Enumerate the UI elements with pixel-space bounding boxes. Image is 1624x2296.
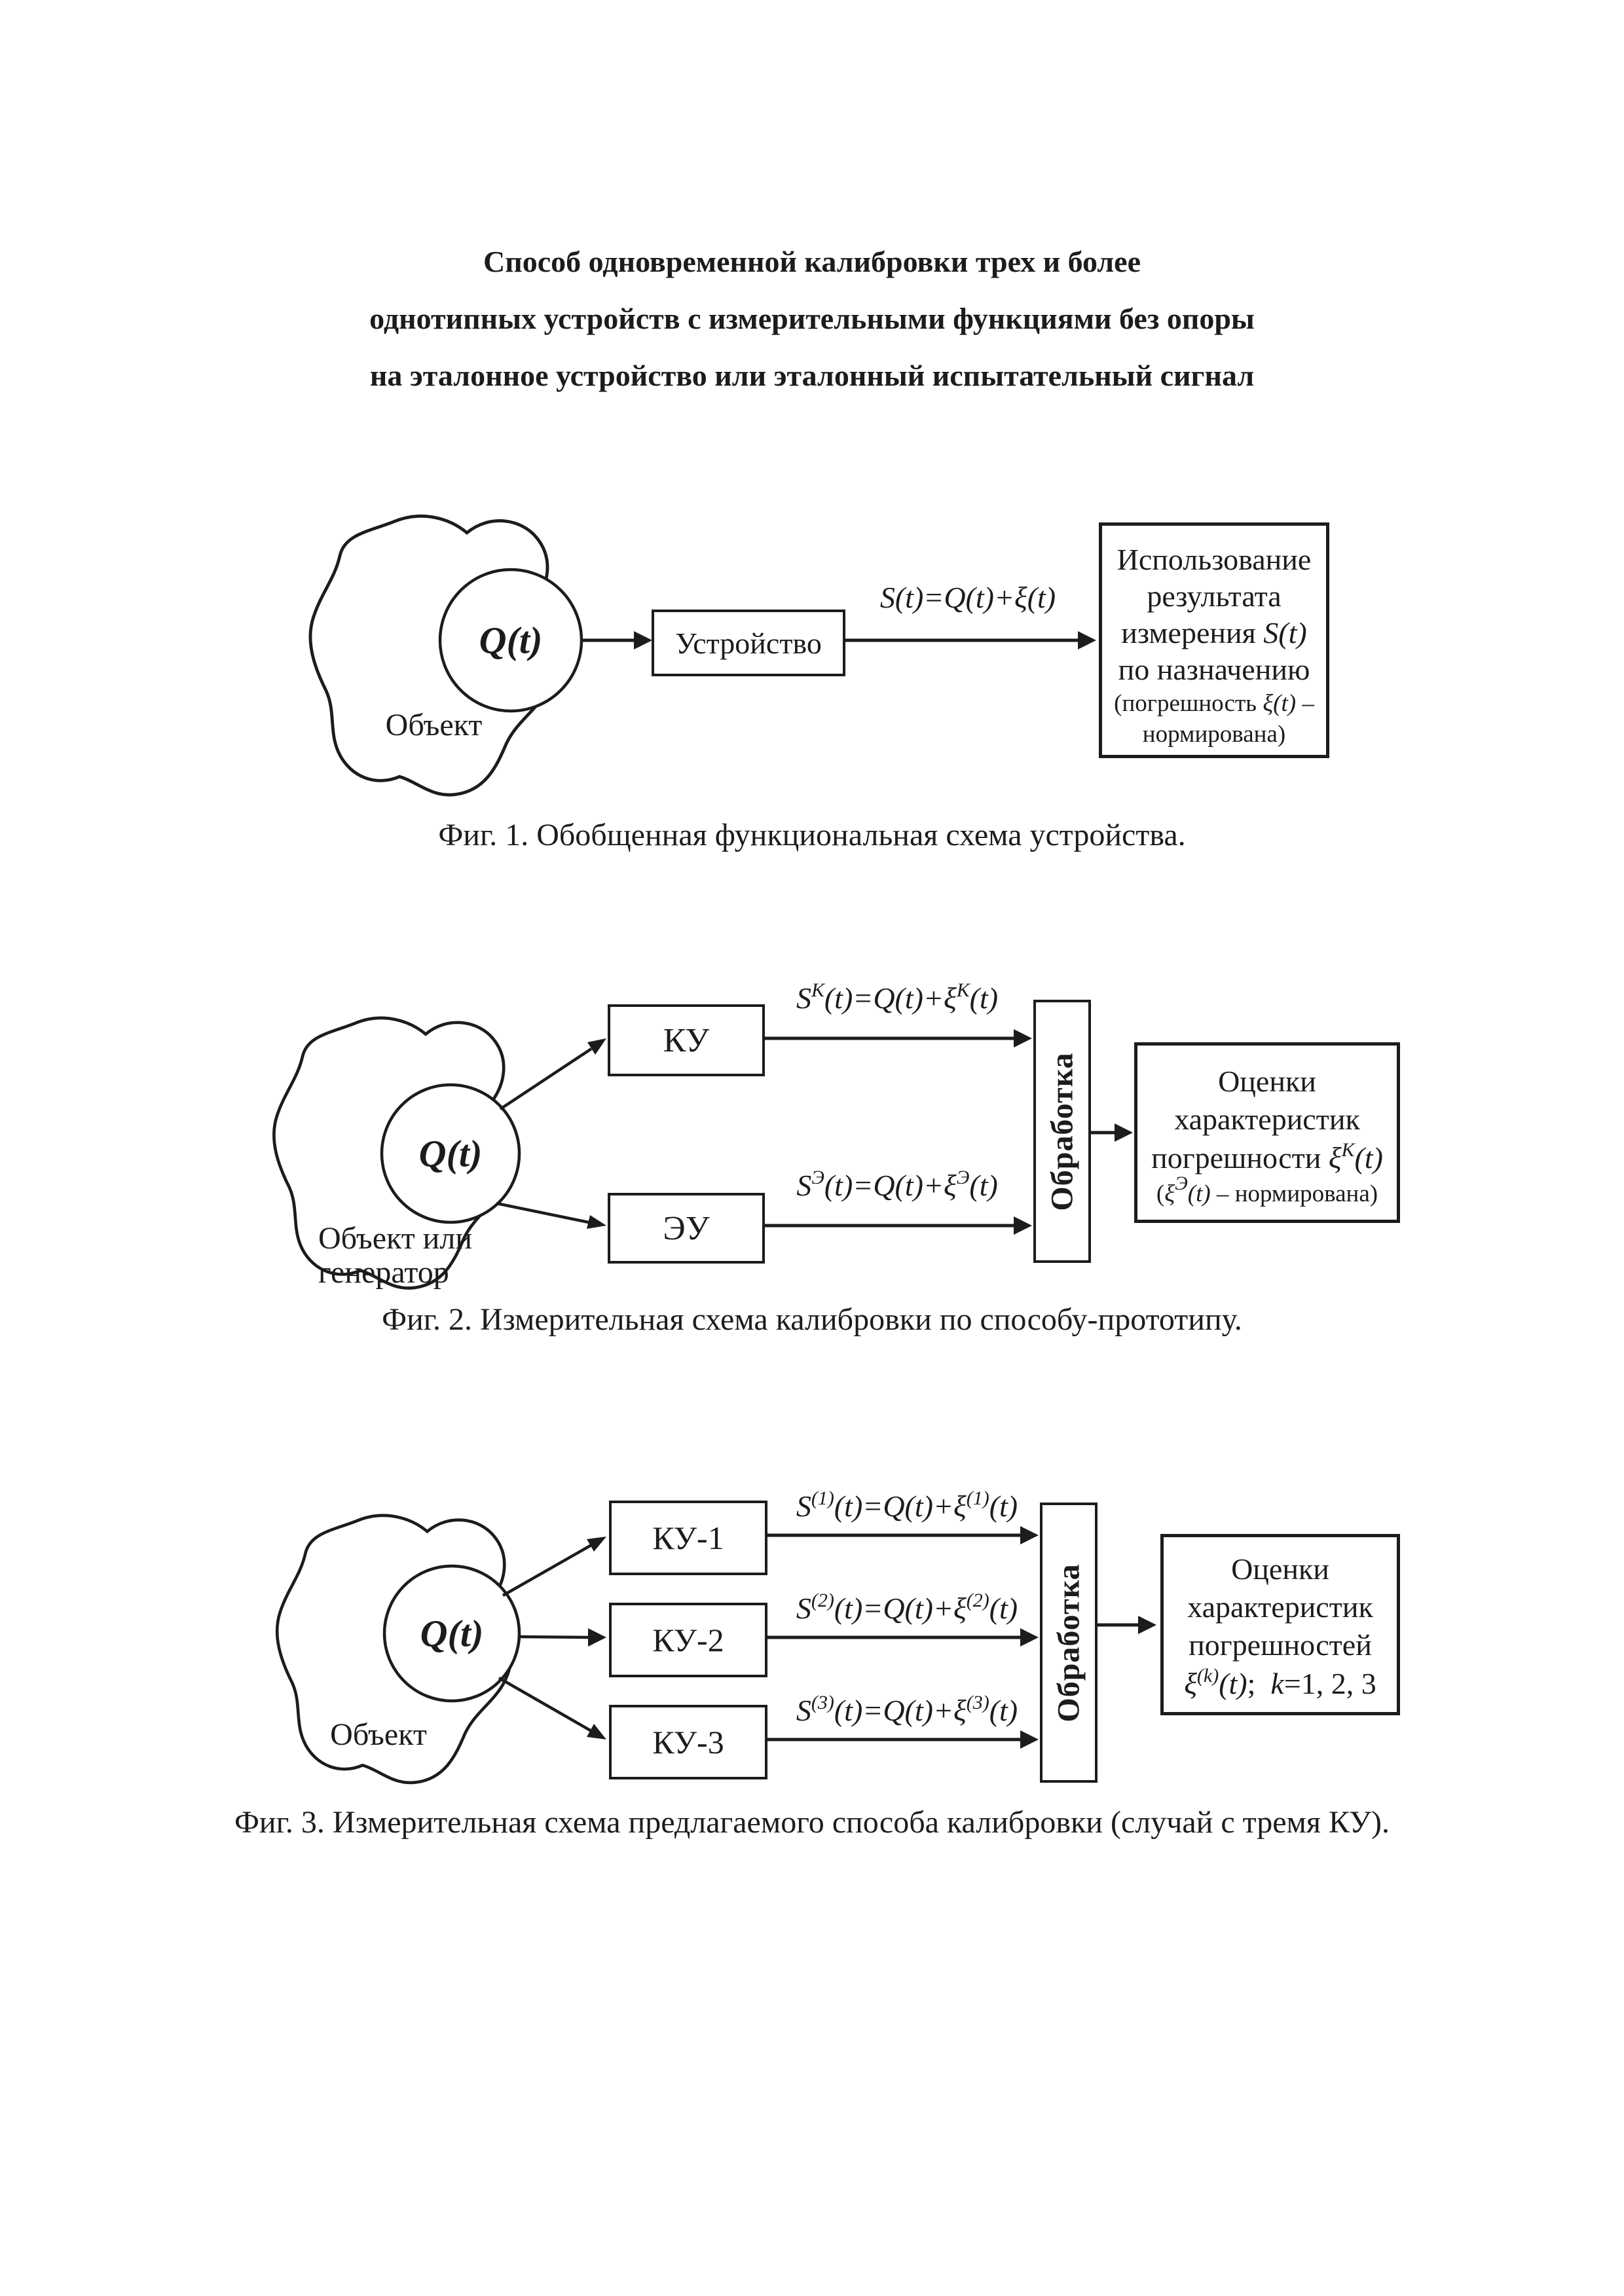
fig3-arrowhead-ku3 xyxy=(587,1724,606,1740)
fig1-arrowhead-device xyxy=(634,631,652,649)
fig1-result-note: (погрешность ξ(t) – xyxy=(1114,690,1314,717)
fig2-formula-bottom: $S^Э(t)=Q(t)+\xi^Э(t)$ xyxy=(796,1167,998,1202)
fig3-arrow-to-ku1 xyxy=(503,1545,591,1595)
title-line-2: однотипных устройств с измерительными функциями без опоры xyxy=(369,302,1255,335)
fig1-signal-formula: S(t)=Q(t)+ξ(t) xyxy=(879,581,1056,614)
fig1-result-line: измерения S(t) xyxy=(1121,616,1307,649)
fig2-arrowhead-processing-bottom xyxy=(1014,1216,1032,1235)
fig1-result-note: нормирована) xyxy=(1142,721,1286,748)
fig2-arrowhead-processing-top xyxy=(1014,1029,1032,1048)
fig2-formula-top: $S^К(t)=Q(t)+\xi^К(t)$ xyxy=(796,979,999,1015)
fig3-caption: Фиг. 3. Измерительная схема предлагаемого способа калибровки (случай с тремя КУ). xyxy=(234,1805,1390,1840)
fig3-processing-box xyxy=(1040,1503,1098,1783)
fig2-eu-box: ЭУ xyxy=(608,1193,765,1264)
fig3-formula-2: $S^{(2)}(t)=Q(t)+\xi^{(2)}(t)$ xyxy=(796,1590,1018,1625)
fig3-arrowhead-processing-3 xyxy=(1020,1730,1039,1749)
fig2-arrow-to-eu xyxy=(496,1203,589,1222)
fig3-result-line: $\xi^{(k)}(t)$; k=1, 2, 3 xyxy=(1184,1665,1376,1700)
fig3-arrowhead-processing-1 xyxy=(1020,1526,1039,1544)
fig3-q-symbol: Q(t) xyxy=(420,1612,484,1655)
fig1-result-line: Использование xyxy=(1116,543,1312,576)
fig2-object-label xyxy=(318,1222,472,1290)
fig3-arrowhead-ku2 xyxy=(588,1628,606,1647)
fig2-processing-box xyxy=(1033,1000,1091,1263)
fig3-object-label: Объект xyxy=(330,1717,427,1752)
fig2-result-line: Оценки xyxy=(1218,1065,1316,1098)
fig2-result-line: характеристик xyxy=(1174,1102,1360,1136)
fig1-q-symbol: Q(t) xyxy=(479,619,543,662)
fig1-object-label: Объект xyxy=(385,708,483,742)
fig3-result-line: характеристик xyxy=(1187,1590,1373,1624)
fig3-formula-3: $S^{(3)}(t)=Q(t)+\xi^{(3)}(t)$ xyxy=(796,1692,1018,1727)
fig2-result-box xyxy=(1134,1042,1400,1223)
title-line-3: на эталонное устройство или эталонный испытательный сигнал xyxy=(369,359,1255,392)
fig1-result-line: результата xyxy=(1147,579,1282,613)
fig2-object-label-line2: генератор xyxy=(318,1255,449,1290)
fig2-ku-box: КУ xyxy=(608,1004,765,1076)
fig3-formula-1: $S^{(1)}(t)=Q(t)+\xi^{(1)}(t)$ xyxy=(796,1487,1018,1523)
fig2-result-line: погрешности $\xi^К(t)$ xyxy=(1151,1139,1383,1175)
fig3-ku3-box: КУ-3 xyxy=(609,1705,767,1779)
fig3-processing-label: Обработка xyxy=(1051,1563,1086,1722)
fig3-result-line: Оценки xyxy=(1231,1552,1329,1586)
fig3-ku1-box: КУ-1 xyxy=(609,1501,767,1575)
fig2-arrowhead-result xyxy=(1115,1123,1133,1142)
fig3-ku2-box: КУ-2 xyxy=(609,1603,767,1677)
fig3-result-box xyxy=(1160,1534,1400,1715)
fig2-arrowhead-ku xyxy=(587,1038,606,1055)
fig1-device-box: Устройство xyxy=(652,610,845,676)
fig3-arrow-to-ku3 xyxy=(499,1678,591,1731)
fig2-arrow-to-ku xyxy=(500,1049,591,1109)
fig2-processing-label: Обработка xyxy=(1044,1051,1080,1211)
fig3-arrowhead-processing-2 xyxy=(1020,1628,1039,1647)
fig1-arrowhead-result xyxy=(1078,631,1096,649)
fig2-arrowhead-eu xyxy=(587,1215,606,1229)
fig3-arrowhead-result xyxy=(1138,1616,1156,1634)
fig2-object-label-line1: Объект или xyxy=(318,1221,473,1256)
fig1-result-line: по назначению xyxy=(1118,653,1310,686)
fig1-result-box xyxy=(1099,522,1329,758)
fig2-result-note: ($\xi^Э(t)$ – нормирована) xyxy=(1156,1173,1378,1207)
title-line-1: Способ одновременной калибровки трех и более xyxy=(483,245,1141,278)
fig3-arrowhead-ku1 xyxy=(587,1537,606,1552)
fig3-result-line: погрешностей xyxy=(1189,1628,1372,1662)
fig2-caption: Фиг. 2. Измерительная схема калибровки по способу-прототипу. xyxy=(382,1302,1242,1337)
fig2-q-symbol: Q(t) xyxy=(418,1132,483,1175)
fig1-caption: Фиг. 1. Обобщенная функциональная схема устройства. xyxy=(438,818,1186,852)
document-title xyxy=(0,233,1624,404)
